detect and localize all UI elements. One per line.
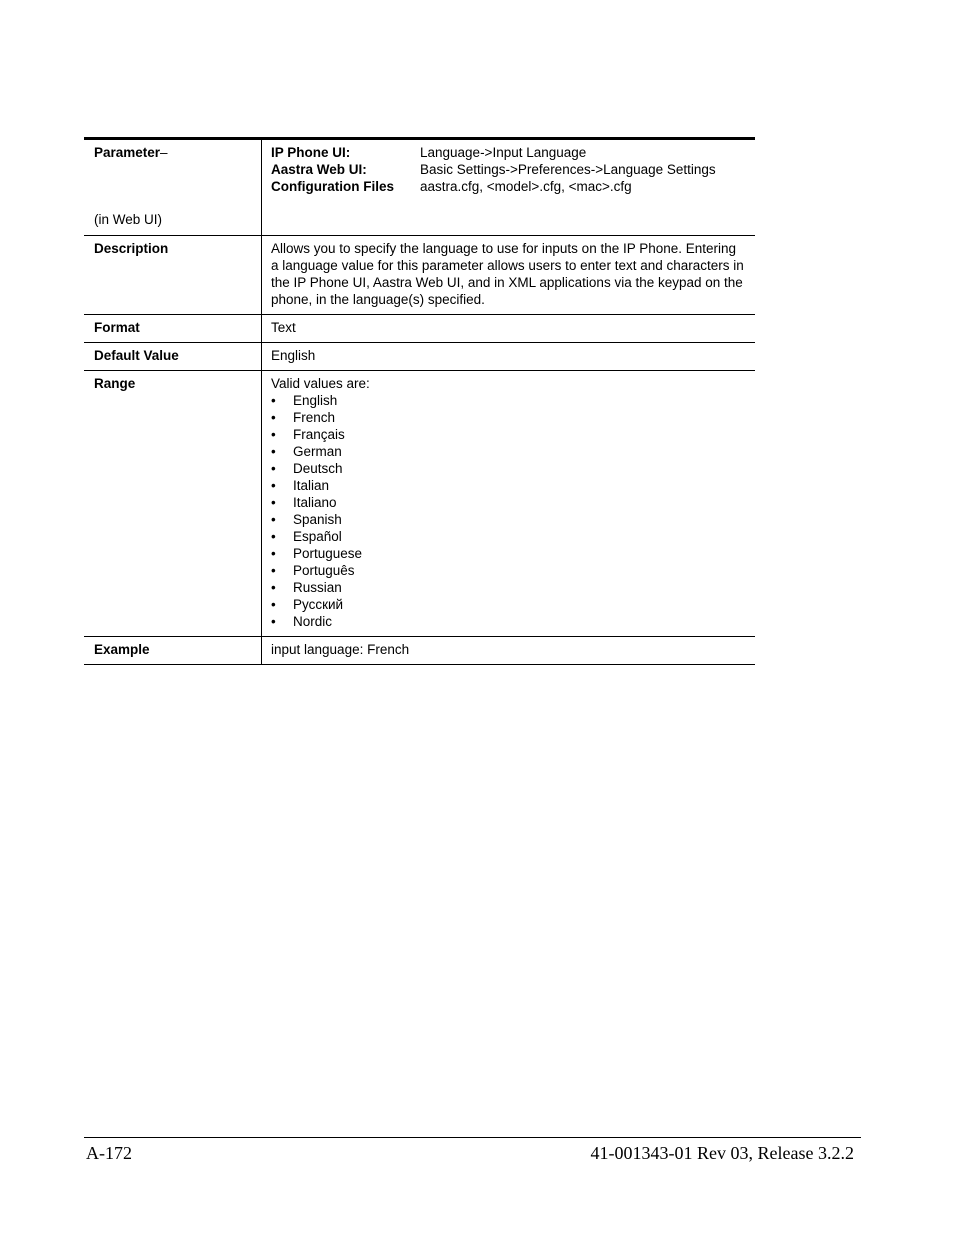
aastra-web-ui-key: Aastra Web UI:	[271, 162, 367, 177]
parameter-value-cell	[262, 140, 755, 235]
range-value-item: • Nordic	[271, 613, 746, 630]
parameter-row	[84, 140, 755, 236]
page-number: A-172	[86, 1143, 132, 1163]
parameter-sublabel: (in Web UI)	[94, 212, 163, 227]
parameter-grid	[271, 144, 746, 195]
parameter-label: Parameter	[94, 145, 161, 160]
document-revision: 41-001343-01 Rev 03, Release 3.2.2	[590, 1143, 854, 1163]
range-value-item: • Italian	[271, 477, 746, 494]
parameter-dash: –	[160, 145, 168, 160]
range-value-item: • English	[271, 392, 746, 409]
range-label: Range	[84, 371, 262, 636]
range-value-item: • Spanish	[271, 511, 746, 528]
default-value-value: English	[271, 348, 316, 363]
range-values-list	[271, 392, 746, 630]
range-value-item: • Russian	[271, 579, 746, 596]
description-text: Allows you to specify the language to use for inputs on the IP Phone. Entering a language value for this parameter allows users to enter text and characters in the IP Phone UI, Aastra Web UI, and in XML applications via the keypad on the phone, in the language(s) specified.	[271, 241, 744, 307]
description-label: Description	[84, 236, 262, 314]
format-value: Text	[271, 320, 296, 335]
parameter-label-cell	[84, 140, 262, 235]
ip-phone-ui-value: Language->Input Language	[420, 145, 587, 160]
configuration-files-key: Configuration Files	[271, 179, 394, 194]
default-value-label: Default Value	[84, 343, 262, 370]
range-value-item: • French	[271, 409, 746, 426]
range-intro: Valid values are:	[271, 376, 370, 391]
range-value-item: • Português	[271, 562, 746, 579]
footer-divider	[84, 1137, 861, 1138]
default-value-row	[84, 343, 755, 371]
example-label: Example	[84, 637, 262, 664]
range-value-cell	[262, 371, 755, 636]
description-row	[84, 236, 755, 315]
range-value-item: • German	[271, 443, 746, 460]
example-value: input language: French	[271, 642, 410, 657]
range-value-item: • Español	[271, 528, 746, 545]
example-row	[84, 637, 755, 665]
range-value-item: • Portuguese	[271, 545, 746, 562]
ip-phone-ui-key: IP Phone UI:	[271, 145, 351, 160]
range-value-item: • Italiano	[271, 494, 746, 511]
range-row	[84, 371, 755, 637]
format-label: Format	[84, 315, 262, 342]
range-value-item: • Deutsch	[271, 460, 746, 477]
parameter-table	[84, 137, 755, 665]
aastra-web-ui-value: Basic Settings->Preferences->Language Settings	[420, 162, 716, 177]
configuration-files-value: aastra.cfg, <model>.cfg, <mac>.cfg	[420, 179, 632, 194]
format-row	[84, 315, 755, 343]
range-value-item: • Русский	[271, 596, 746, 613]
range-value-item: • Français	[271, 426, 746, 443]
